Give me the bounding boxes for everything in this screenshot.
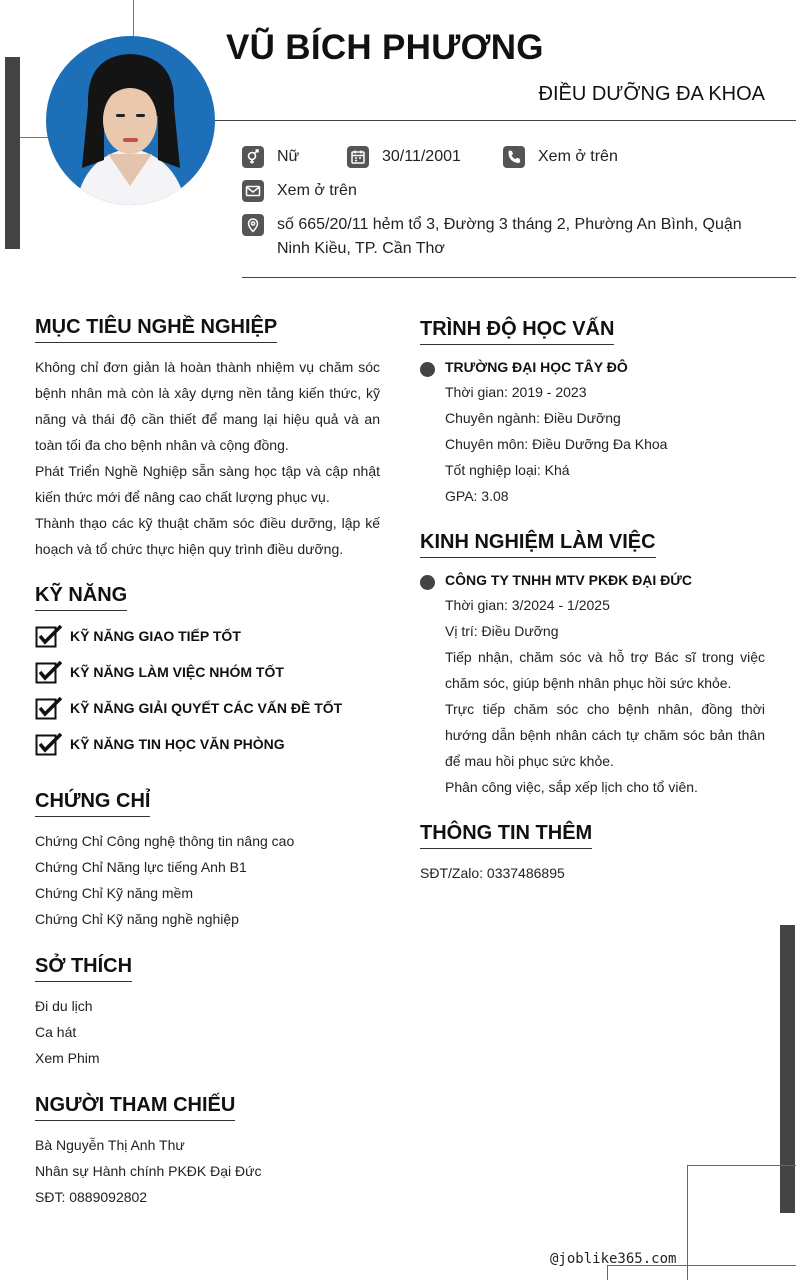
education-item: Chuyên ngành: Điều Dưỡng xyxy=(445,410,621,426)
skill-label: KỸ NĂNG GIẢI QUYẾT CÁC VẤN ĐỀ TỐT xyxy=(70,700,343,716)
education-details xyxy=(445,379,667,509)
reference-list xyxy=(35,1132,262,1210)
checkbox-checked-icon xyxy=(35,624,63,648)
experience-duty: Trực tiếp chăm sóc cho bệnh nhân, đồng thời hướng dẫn bệnh nhân cách tự chăm sóc bản thân để mau hồi phục sức khỏe. xyxy=(445,701,765,769)
experience-title: KINH NGHIỆM LÀM VIỆC xyxy=(420,531,656,558)
hobby-item: Xem Phim xyxy=(35,1050,100,1066)
experience-time: Thời gian: 3/2024 - 1/2025 xyxy=(445,597,610,613)
skill-item xyxy=(35,660,284,684)
objective-paragraph: Thành thạo các kỹ thuật chăm sóc điều dưỡng, lập kế hoạch và tổ chức thực hiện quy trình điều dưỡng. xyxy=(35,515,380,557)
skills-title: KỸ NĂNG xyxy=(35,584,127,611)
extra-info-title: THÔNG TIN THÊM xyxy=(420,822,592,849)
contact-phone xyxy=(503,146,618,169)
experience-duty: Phân công việc, sắp xếp lịch cho tổ viên. xyxy=(445,779,698,795)
certificates-title: CHỨNG CHỈ xyxy=(35,790,150,817)
education-item: Thời gian: 2019 - 2023 xyxy=(445,384,587,400)
skill-item xyxy=(35,696,342,720)
hobbies-title: SỞ THÍCH xyxy=(35,955,132,982)
contact-gender xyxy=(242,146,299,169)
hobby-item: Đi du lịch xyxy=(35,998,93,1014)
checkbox-checked-icon xyxy=(35,660,63,684)
education-item: GPA: 3.08 xyxy=(445,488,509,504)
extra-info-phone: SĐT/Zalo: 0337486895 xyxy=(420,865,565,881)
hobbies-list xyxy=(35,993,100,1071)
header-divider-bottom xyxy=(242,277,796,278)
checkbox-checked-icon xyxy=(35,732,63,756)
school-name: TRƯỜNG ĐẠI HỌC TÂY ĐÔ xyxy=(445,359,628,375)
skill-item xyxy=(35,732,285,756)
certificates-list xyxy=(35,828,294,932)
reference-item: Bà Nguyễn Thị Anh Thư xyxy=(35,1137,185,1153)
reference-title: NGƯỜI THAM CHIẾU xyxy=(35,1094,235,1121)
phone-value: Xem ở trên xyxy=(538,148,618,165)
company-name: CÔNG TY TNHH MTV PKĐK ĐẠI ĐỨC xyxy=(445,572,693,588)
checkbox-checked-icon xyxy=(35,696,63,720)
certificate-item: Chứng Chỉ Kỹ năng nghề nghiệp xyxy=(35,911,239,927)
dob-value: 30/11/2001 xyxy=(382,148,461,165)
education-item: Chuyên môn: Điều Dưỡng Đa Khoa xyxy=(445,436,668,452)
decor-line-bottom-vertical xyxy=(607,1265,608,1280)
certificate-item: Chứng Chỉ Năng lực tiếng Anh B1 xyxy=(35,859,247,875)
header-divider-top xyxy=(215,120,796,121)
bullet-dot xyxy=(420,575,435,590)
skill-item xyxy=(35,624,241,648)
contact-address xyxy=(242,214,752,261)
skill-label: KỸ NĂNG GIAO TIẾP TỐT xyxy=(70,628,241,644)
education-title: TRÌNH ĐỘ HỌC VẤN xyxy=(420,318,614,345)
experience-position: Vị trí: Điều Dưỡng xyxy=(445,623,559,639)
skill-label: KỸ NĂNG TIN HỌC VĂN PHÒNG xyxy=(70,736,285,752)
decor-line-top xyxy=(133,0,134,40)
contact-email xyxy=(242,180,357,203)
profile-photo xyxy=(46,36,215,205)
objective-paragraph: Không chỉ đơn giản là hoàn thành nhiệm vụ chăm sóc bệnh nhân mà còn là xây dựng nền tảng kiến thức, kỹ năng và thái độ cần thiết để mang lại hiệu quả và an toàn tối đa cho bệnh nhân và cộng đồng. xyxy=(35,359,380,453)
hobby-item: Ca hát xyxy=(35,1024,77,1040)
candidate-role: ĐIỀU DƯỠNG ĐA KHOA xyxy=(538,83,765,105)
bullet-dot xyxy=(420,362,435,377)
mail-icon xyxy=(242,180,264,202)
decor-line-left xyxy=(20,137,48,138)
calendar-icon xyxy=(347,146,369,168)
reference-item: Nhân sự Hành chính PKĐK Đại Đức xyxy=(35,1163,262,1179)
contact-dob xyxy=(347,146,461,169)
experience-details xyxy=(445,592,765,800)
objective-paragraph: Phát Triển Nghề Nghiệp sẵn sàng học tập và cập nhật kiến thức mới để nâng cao chất lượng phục vụ. xyxy=(35,463,380,505)
decor-bar-left xyxy=(5,57,20,249)
phone-icon xyxy=(503,146,525,168)
email-value: Xem ở trên xyxy=(277,182,357,199)
gender-icon xyxy=(242,146,264,168)
decor-box-bottom-right xyxy=(687,1165,796,1280)
gender-value: Nữ xyxy=(277,148,300,165)
watermark: @joblike365.com xyxy=(550,1251,677,1267)
education-item: Tốt nghiệp loại: Khá xyxy=(445,462,570,478)
certificate-item: Chứng Chỉ Kỹ năng mềm xyxy=(35,885,193,901)
reference-item: SĐT: 0889092802 xyxy=(35,1189,148,1205)
address-value: số 665/20/11 hẻm tổ 3, Đường 3 tháng 2, Phường An Bình, Quận Ninh Kiều, TP. Cần Thơ xyxy=(277,216,742,257)
objective-title: MỤC TIÊU NGHỀ NGHIỆP xyxy=(35,316,277,343)
certificate-item: Chứng Chỉ Công nghệ thông tin nâng cao xyxy=(35,833,295,849)
experience-duty: Tiếp nhận, chăm sóc và hỗ trợ Bác sĩ trong việc chăm sóc, giúp bệnh nhân phục hồi sức khỏe. xyxy=(445,649,765,691)
candidate-name: VŨ BÍCH PHƯƠNG xyxy=(226,28,544,67)
objective-text xyxy=(35,354,380,562)
skill-label: KỸ NĂNG LÀM VIỆC NHÓM TỐT xyxy=(70,664,284,680)
location-icon xyxy=(242,214,264,236)
